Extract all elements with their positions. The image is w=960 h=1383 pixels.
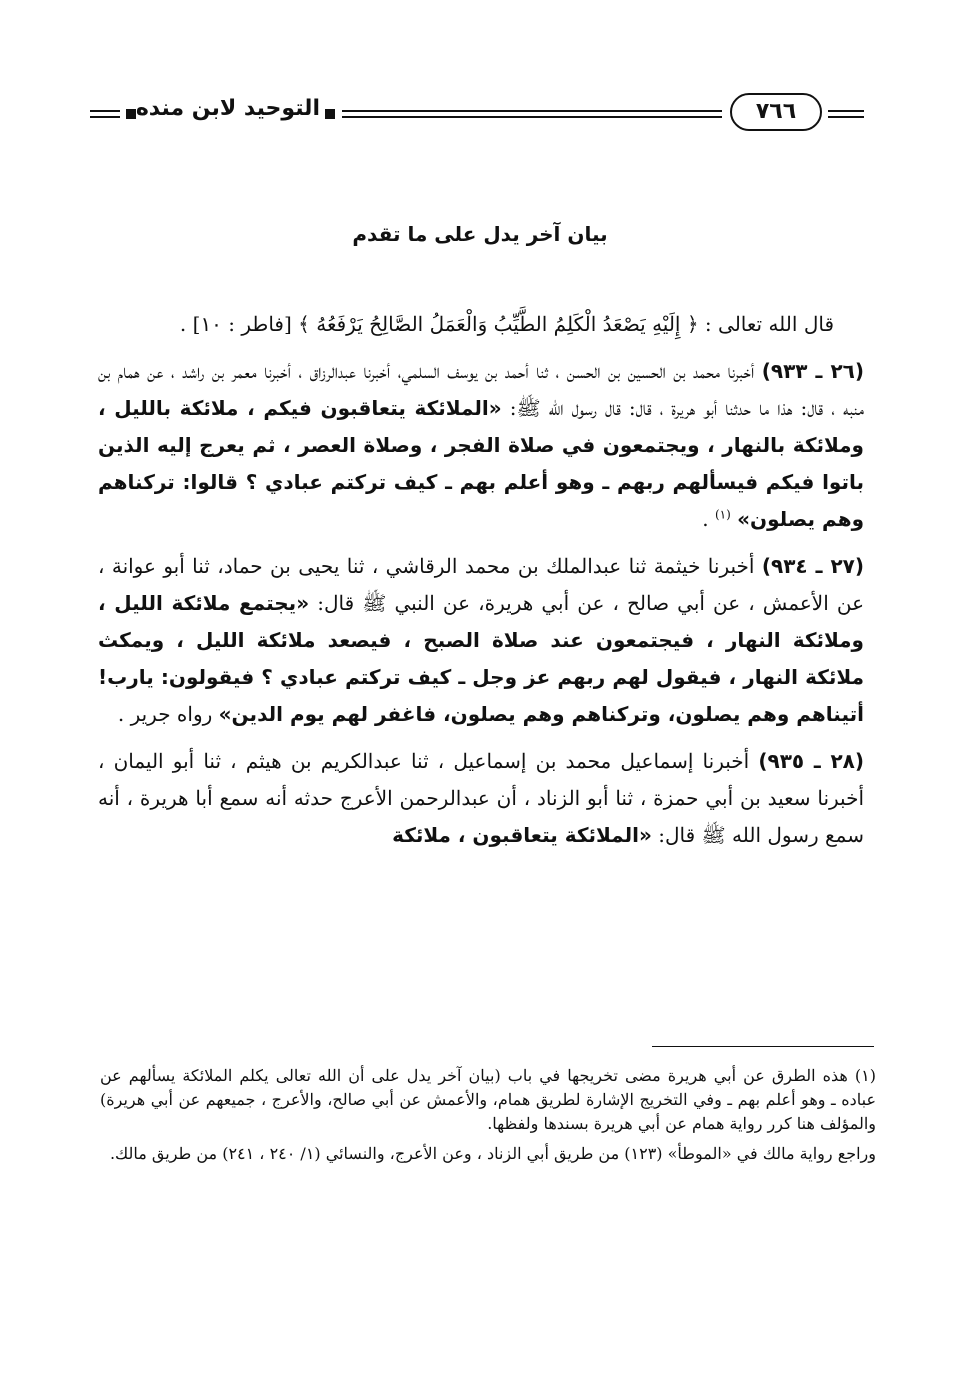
hadith-paragraph [98, 743, 864, 854]
header-square-ornament [126, 109, 136, 119]
verse-reference: [فاطر : ١٠] . [179, 312, 299, 336]
hadith-paragraph [98, 353, 864, 538]
hadith-isnad: أخبرنا خيثمة ثنا عبدالملك بن محمد الرقاشي ، ثنا يحيى بن حماد، ثنا أبو عوانة ، عن الأعمش ، عن أبي صالح ، عن أبي هريرة، عن النبي ﷺ قال: [98, 554, 865, 615]
quran-verse: ﴿ إِلَيْهِ يَصْعَدُ الْكَلِمُ الطَّيِّبُ وَالْعَمَلُ الصَّالِحُ يَرْفَعُهُ ﴾ [298, 312, 699, 336]
hadith-number: (٢٧ ـ ٩٣٤) [761, 554, 865, 578]
page-number: ٧٦٦ [730, 93, 822, 131]
running-header [80, 92, 880, 136]
footnote-reference[interactable]: (١) [714, 507, 731, 522]
footnotes [100, 1064, 876, 1172]
hadith-matn: «يجتمع ملائكة الليل ، وملائكة النهار ، فيجتمعون عند صلاة الصبح ، فيصعد ملائكة الليل ، ويمكث ملائكة النهار ، فيقول لهم ربهم عز وجل ـ كيف تركتم عبادي ؟ فيقولون: يارب! أتيناهم وهم يصلون، وتركناهم وهم يصلون، فاغفر لهم يوم الدين» [98, 591, 864, 726]
hadith-isnad: أخبرنا إسماعيل محمد بن إسماعيل ، ثنا عبدالكريم بن هيثم ، ثنا أبو اليمان ، أخبرنا سعيد بن أبي حمزة ، ثنا أبو الزناد ، أن عبدالرحمن الأعرج حدثه أنه سمع أبا هريرة ، أنه سمع رسول الله ﷺ قال: [98, 749, 864, 847]
hadith-matn: «الملائكة يتعاقبون فيكم ، ملائكة بالليل ، وملائكة بالنهار ، ويجتمعون في صلاة الفجر ، وصلاة العصر ، ثم يعرج إليه الذين باتوا فيكم فيسألهم ربهم ـ وهو أعلم بهم ـ كيف تركتم عبادي ؟ قالوا: تركناهم وهم يصلون» [98, 396, 864, 531]
header-rule-right [828, 110, 864, 118]
header-square-ornament [325, 109, 335, 119]
main-text [98, 306, 864, 864]
footnote: (١) هذه الطرق عن أبي هريرة مضى تخريجها في باب (بيان آخر يدل على أن الله تعالى يكلم الملائكة يسألهم عن عباده ـ وهو أعلم بهم ـ وفي التخريج الإشارة لطريق همام، والأعمش عن أبي صالح، والأعرج ، جميعهم عن أبي هريرة) والمؤلف هنا كرر رواية همام عن أبي هريرة بسندها ولفظها. [100, 1066, 877, 1133]
hadith-paragraph [98, 548, 864, 733]
hadith-isnad: أخبرنا محمد بن الحسين بن الحسن ، ثنا أحمد بن يوسف السلمي، أخبرنا عبدالرزاق ، أخبرنا معمر بن راشد ، عن همام بن منبه ، قال: هذا ما حدثنا أبو هريرة ، قال: قال رسول الله ﷺ: [98, 359, 864, 420]
hadith-number: (٢٦ ـ ٩٣٣) [761, 359, 864, 383]
hadith-tail: . [702, 507, 715, 531]
hadith-tail: رواه جرير . [117, 702, 219, 726]
verse-intro: قال الله تعالى : [698, 312, 834, 336]
footnote-separator [652, 1046, 874, 1047]
book-title: التوحيد لابن منده [135, 96, 320, 121]
verse-paragraph [98, 306, 864, 343]
section-title: بيان آخر يدل على ما تقدم [352, 222, 608, 246]
header-rule-middle [342, 110, 722, 118]
hadith-matn: «الملائكة يتعاقبون ، ملائكة [392, 823, 652, 847]
hadith-number: (٢٨ ـ ٩٣٥) [758, 749, 864, 773]
footnote: وراجع رواية مالك في «الموطأ» (١٢٣) من طريق أبي الزناد ، وعن الأعرج، والنسائي (١/ ٢٤٠ ، ٢٤١) من طريق مالك. [109, 1144, 876, 1163]
header-rule-left [90, 110, 120, 118]
